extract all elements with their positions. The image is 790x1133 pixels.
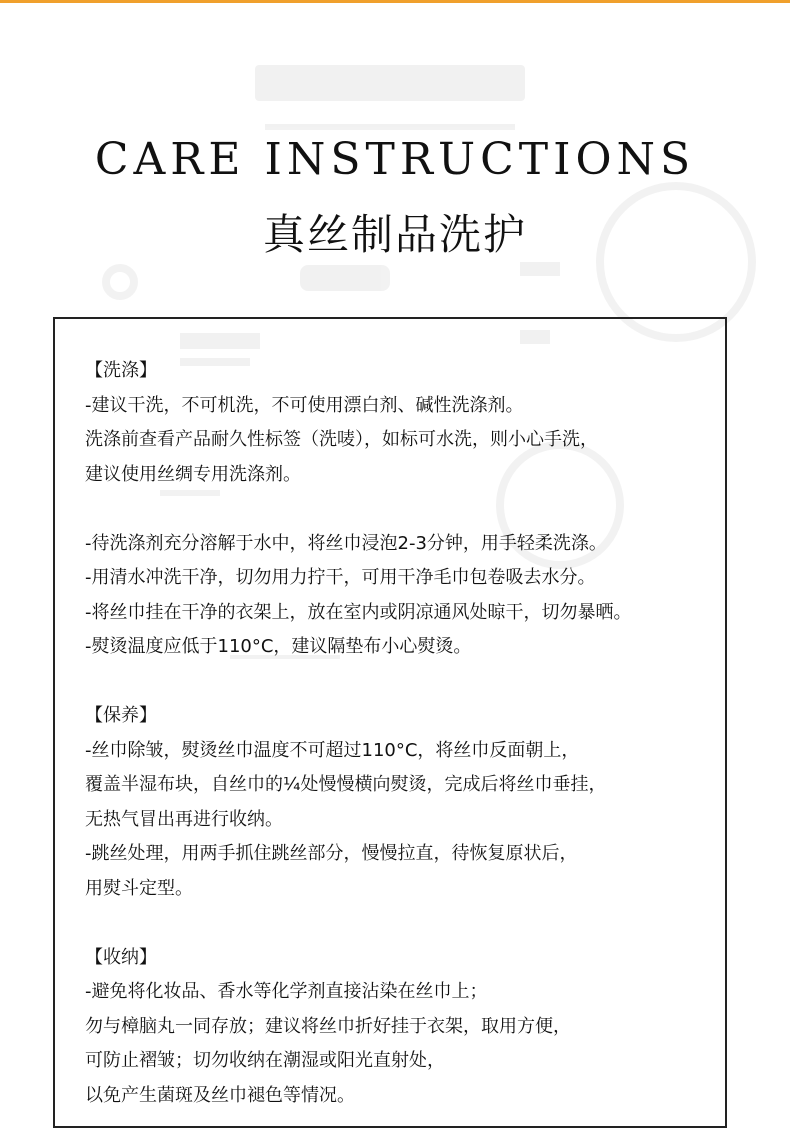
section-gap [85,665,725,700]
care-instructions-text [85,354,725,1113]
washing-line: -将丝巾挂在干净的衣架上，放在室内或阴凉通风处晾干，切勿暴晒。 [85,601,632,623]
section-gap [85,906,725,941]
washing-line: -熨烫温度应低于110°C，建议隔垫布小心熨烫。 [85,636,472,657]
washing-line-blank [85,492,725,527]
storage-line: 勿与樟脑丸一同存放；建议将丝巾折好挂于衣架，取用方便， [85,1015,571,1037]
care-line: 无热气冒出再进行收纳。 [85,808,283,830]
washing-line: -待洗涤剂充分溶解于水中，将丝巾浸泡2-3分钟，用手轻柔洗涤。 [85,532,607,554]
storage-line: -避免将化妆品、香水等化学剂直接沾染在丝巾上； [85,981,488,1002]
top-accent-rule [0,0,790,3]
section-heading-storage: 【收纳】 [85,946,157,968]
section-heading-washing: 【洗涤】 [85,360,157,381]
storage-line: 可防止褶皱；切勿收纳在潮湿或阳光直射处， [85,1050,445,1071]
care-line: -跳丝处理，用两手抓住跳丝部分，慢慢拉直，待恢复原状后， [85,843,578,864]
title-english: CARE INSTRUCTIONS [94,134,696,185]
care-line: 用熨斗定型。 [85,877,193,899]
care-instructions-box [53,317,727,1128]
care-line: -丝巾除皱，熨烫丝巾温度不可超过110°C，将丝巾反面朝上， [85,739,580,761]
storage-line: 以免产生菌斑及丝巾褪色等情况。 [85,1084,355,1106]
washing-line: 洗涤前查看产品耐久性标签（洗唛），如标可水洗，则小心手洗， [85,429,598,450]
care-line: 覆盖半湿布块，自丝巾的¼处慢慢横向熨烫，完成后将丝巾垂挂， [85,774,607,795]
washing-line: -用清水冲洗干净，切勿用力拧干，可用干净毛巾包卷吸去水分。 [85,567,596,588]
washing-line: 建议使用丝绸专用洗涤剂。 [85,463,301,485]
section-heading-care: 【保养】 [85,705,157,726]
title-chinese: 真丝制品洗护 [262,210,527,259]
washing-line: -建议干洗，不可机洗，不可使用漂白剂、碱性洗涤剂。 [85,394,524,416]
